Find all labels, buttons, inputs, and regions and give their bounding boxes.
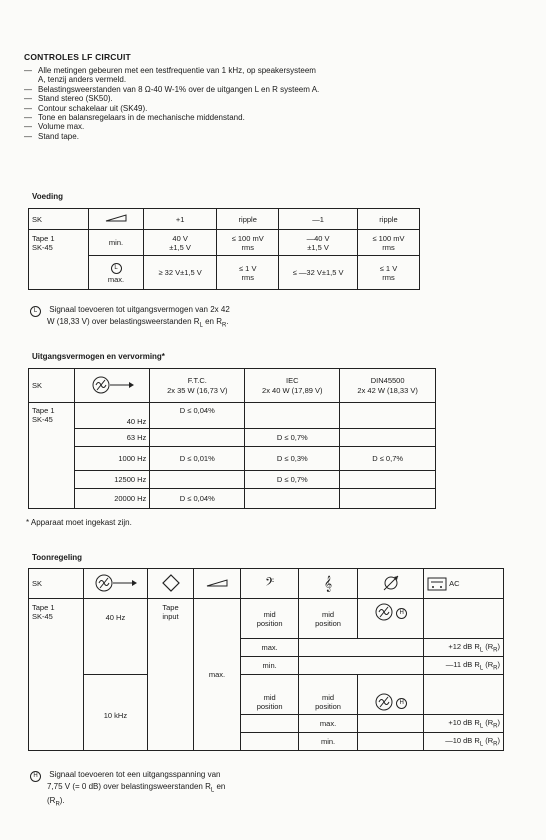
footnote-sub: R bbox=[222, 322, 227, 329]
cell-line: mid bbox=[322, 693, 335, 702]
cell bbox=[357, 256, 419, 290]
row-label-line: SK-45 bbox=[32, 612, 53, 621]
cell-line: position bbox=[256, 618, 283, 628]
treble-clef-icon: 𝄞 bbox=[299, 569, 357, 599]
cell bbox=[279, 230, 358, 256]
col-header-plus1: +1 bbox=[144, 209, 217, 230]
din-cell bbox=[340, 429, 436, 447]
row-label bbox=[29, 230, 89, 256]
value-sub: R bbox=[493, 665, 498, 672]
bass-clef-icon: 𝄢 bbox=[240, 569, 298, 599]
l-circle-icon: L bbox=[111, 263, 122, 274]
col-header-sk: SK bbox=[29, 369, 75, 403]
ac-cell bbox=[424, 675, 504, 715]
tape-input-cell bbox=[147, 599, 193, 751]
bass-mid-cell bbox=[240, 599, 298, 639]
ftc-cell bbox=[150, 471, 245, 489]
measurement-notes bbox=[24, 66, 324, 141]
ac-value-cell: —10 dB $R_L$ $(R_R)$ bbox=[424, 733, 504, 751]
bass-min-cell: min. bbox=[240, 657, 298, 675]
value-sub: L bbox=[479, 723, 484, 730]
treble-mid-cell bbox=[299, 675, 357, 715]
value-sub: R bbox=[493, 741, 498, 748]
row-label-line: Tape 1 bbox=[32, 406, 55, 415]
row-label-line: SK-45 bbox=[32, 243, 53, 252]
footnote-text: W (18,33 V) over belastingsweerstanden R bbox=[47, 317, 200, 326]
cell bbox=[217, 256, 279, 290]
note-item: — Stand stereo (SK50). bbox=[24, 94, 324, 103]
col-header-sk: SK bbox=[29, 209, 89, 230]
footnote-text: ). bbox=[59, 796, 65, 805]
treble-mid-cell bbox=[299, 599, 357, 639]
ac-meter-header bbox=[424, 569, 504, 599]
ftc-cell: D ≤ 0,04% bbox=[150, 489, 245, 509]
iec-cell bbox=[245, 489, 340, 509]
value-text: +12 dB R bbox=[448, 641, 480, 651]
note-item: — Alle metingen gebeuren met een testfrequentie van 1 kHz, op speakersysteem A, tenzij anders vermeld. bbox=[24, 66, 324, 85]
row-label-line: SK-45 bbox=[32, 415, 53, 424]
cell-line: ≤ 100 mV bbox=[372, 233, 405, 243]
col-header-ripple1: ripple bbox=[217, 209, 279, 230]
toon-footnote bbox=[30, 770, 225, 810]
header-line: 2x 42 W (18,33 V) bbox=[357, 385, 418, 395]
frequency-generator-icon bbox=[374, 603, 394, 621]
col-header-sk: SK bbox=[29, 569, 84, 599]
treble-min-cell: min. bbox=[299, 733, 357, 751]
iec-cell: D ≤ 0,3% bbox=[245, 447, 340, 471]
freq-cell: 12500 Hz bbox=[74, 471, 150, 489]
ac-value-cell: +12 dB $R_L$ $(R_R)$ bbox=[424, 639, 504, 657]
section-heading-uitgang: Uitgangsvermogen en vervorming* bbox=[32, 352, 165, 361]
cell: ≥ 32 V±1,5 V bbox=[144, 256, 217, 290]
freq-10khz: 10 kHz bbox=[83, 675, 147, 751]
header-line: 2x 40 W (17,89 V) bbox=[262, 385, 323, 395]
note-item: — Tone en balansregelaars in de mechanische middenstand. bbox=[24, 113, 324, 122]
footnote-text: en R bbox=[202, 317, 222, 326]
col-header-iec bbox=[245, 369, 340, 403]
din-cell bbox=[340, 489, 436, 509]
h-circle-icon: H bbox=[396, 698, 407, 709]
treble-max-cell: max. bbox=[299, 715, 357, 733]
row-label-line: Tape 1 bbox=[32, 234, 55, 243]
value-sub: R bbox=[493, 723, 498, 730]
footnote-text: Signaal toevoeren tot uitgangsvermogen van 2x 42 bbox=[49, 305, 230, 314]
freq-cell: 1000 Hz bbox=[74, 447, 150, 471]
ac-value-cell: —11 dB $R_L$ $(R_R)$ bbox=[424, 657, 504, 675]
row-label-empty bbox=[29, 256, 89, 290]
iec-cell bbox=[245, 403, 340, 429]
cell bbox=[217, 230, 279, 256]
frequency-generator-icon bbox=[374, 693, 394, 711]
row-label-line: Tape 1 bbox=[32, 603, 55, 612]
din-cell bbox=[340, 403, 436, 429]
cell-line: ≤ 1 V bbox=[238, 263, 257, 273]
footnote-sub: L bbox=[199, 322, 203, 329]
empty-cell bbox=[299, 639, 424, 657]
balance-meter-icon bbox=[357, 569, 424, 599]
col-header-ripple2: ripple bbox=[357, 209, 419, 230]
voeding-table bbox=[28, 208, 420, 290]
bass-max-cell: max. bbox=[240, 639, 298, 657]
toon-table bbox=[28, 568, 504, 751]
section-heading-voeding: Voeding bbox=[32, 192, 63, 201]
col-header-din bbox=[340, 369, 436, 403]
uitgang-footnote: * Apparaat moet ingekast zijn. bbox=[26, 518, 132, 527]
cell-line: ≤ 1 V bbox=[379, 263, 398, 273]
row-label bbox=[29, 599, 84, 751]
footnote-text: 7,75 V (= 0 dB) over belastingsweerstanden R bbox=[47, 782, 211, 791]
footnote-sub: R bbox=[55, 801, 60, 808]
volume-wedge-icon bbox=[89, 209, 144, 230]
empty-cell bbox=[240, 715, 298, 733]
cell-line: mid bbox=[322, 609, 335, 619]
cell-line: 40 V bbox=[172, 233, 188, 243]
din-cell bbox=[340, 471, 436, 489]
empty-cell bbox=[357, 733, 424, 751]
cell bbox=[357, 230, 419, 256]
l-circle-icon: L bbox=[30, 306, 41, 317]
din-cell: D ≤ 0,7% bbox=[340, 447, 436, 471]
note-item: — Contour schakelaar uit (SK49). bbox=[24, 104, 324, 113]
freq-cell: 63 Hz bbox=[74, 429, 150, 447]
tape-input-line: Tape bbox=[162, 603, 179, 612]
note-item: — Volume max. bbox=[24, 122, 324, 131]
cell-line: rms bbox=[382, 242, 395, 252]
cell-line: mid bbox=[263, 693, 276, 702]
bass-mid-cell bbox=[240, 675, 298, 715]
ac-label: AC bbox=[449, 578, 460, 588]
h-circle-icon: H bbox=[30, 771, 41, 782]
note-item: — Belastingsweerstanden van 8 Ω-40 W-1% over de uitgangen L en R systeem A. bbox=[24, 85, 324, 94]
value-text: +10 dB R bbox=[448, 717, 480, 727]
max-volume-cell: max. bbox=[194, 599, 241, 751]
footnote-text: en bbox=[214, 782, 226, 791]
footnote-text: Signaal toevoeren tot een uitgangsspanning van bbox=[49, 770, 221, 779]
cell-line: position bbox=[315, 702, 341, 711]
min-label: min. bbox=[89, 230, 144, 256]
empty-cell bbox=[240, 733, 298, 751]
cell-line: position bbox=[256, 702, 283, 711]
cell-line: ±1,5 V bbox=[169, 242, 191, 252]
iec-cell: D ≤ 0,7% bbox=[245, 429, 340, 447]
diamond-icon bbox=[147, 569, 193, 599]
frequency-generator-icon bbox=[83, 569, 147, 599]
ftc-cell: D ≤ 0,04% bbox=[150, 403, 245, 429]
tape-input-line: input bbox=[162, 612, 179, 621]
cell-line: rms bbox=[382, 272, 395, 282]
balance-cell bbox=[357, 599, 424, 639]
voeding-footnote bbox=[30, 305, 230, 331]
value-sub: L bbox=[479, 647, 484, 654]
ac-cell bbox=[424, 599, 504, 639]
footnote-text: (R bbox=[47, 796, 56, 805]
cell-line: rms bbox=[241, 242, 254, 252]
uitgang-table bbox=[28, 368, 436, 509]
empty-cell bbox=[357, 715, 424, 733]
cell-line: rms bbox=[241, 272, 254, 282]
cell: ≤ —32 V±1,5 V bbox=[279, 256, 358, 290]
ftc-cell: D ≤ 0,01% bbox=[150, 447, 245, 471]
value-sub: L bbox=[479, 741, 484, 748]
freq-cell: 20000 Hz bbox=[74, 489, 150, 509]
cell bbox=[144, 230, 217, 256]
cell-line: ≤ 100 mV bbox=[231, 233, 264, 243]
balance-cell bbox=[357, 675, 424, 715]
footnote-text: . bbox=[226, 317, 229, 326]
header-line: DIN45500 bbox=[370, 375, 405, 385]
footnote-sub: L bbox=[210, 787, 215, 794]
empty-cell bbox=[299, 657, 424, 675]
value-text: —11 dB R bbox=[445, 659, 480, 669]
cell-line: ±1,5 V bbox=[307, 242, 329, 252]
ac-value-cell: +10 dB $R_L$ $(R_R)$ bbox=[424, 715, 504, 733]
header-line: F.T.C. bbox=[187, 375, 207, 385]
section-heading-toon: Toonregeling bbox=[32, 553, 83, 562]
cell-line: —40 V bbox=[306, 233, 330, 243]
max-label: max. bbox=[107, 274, 125, 284]
col-header-minus1: —1 bbox=[279, 209, 358, 230]
volume-wedge-icon bbox=[194, 569, 241, 599]
col-header-ftc bbox=[150, 369, 245, 403]
header-line: IEC bbox=[286, 375, 299, 385]
h-circle-icon: H bbox=[396, 608, 407, 619]
freq-cell: 40 Hz bbox=[74, 403, 150, 429]
iec-cell: D ≤ 0,7% bbox=[245, 471, 340, 489]
page-title: CONTROLES LF CIRCUIT bbox=[24, 52, 131, 62]
value-sub: R bbox=[493, 647, 498, 654]
header-line: 2x 35 W (16,73 V) bbox=[167, 385, 228, 395]
cell-line: mid bbox=[263, 609, 276, 619]
note-item: — Stand tape. bbox=[24, 132, 324, 141]
row-label bbox=[29, 403, 75, 509]
max-cell bbox=[89, 256, 144, 290]
frequency-generator-icon bbox=[74, 369, 150, 403]
value-sub: L bbox=[479, 665, 484, 672]
ftc-cell bbox=[150, 429, 245, 447]
value-text: —10 dB R bbox=[445, 735, 480, 745]
freq-40hz: 40 Hz bbox=[83, 599, 147, 675]
cell-line: position bbox=[315, 618, 341, 628]
